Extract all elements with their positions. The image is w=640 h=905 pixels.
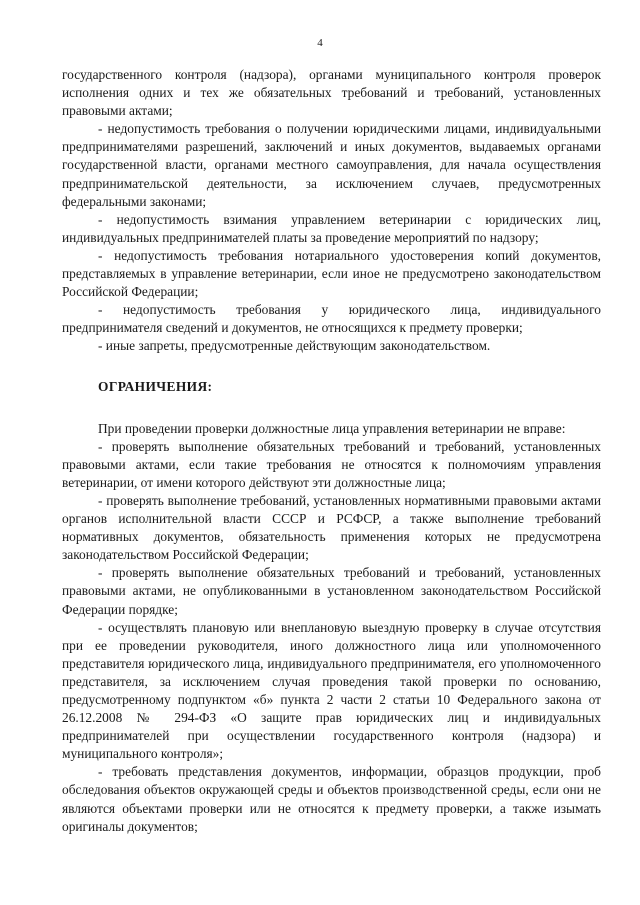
section-heading: ОГРАНИЧЕНИЯ: (98, 378, 213, 394)
paragraph-restrictions-intro: При проведении проверки должностные лица управления ветеринарии не вправе: (98, 420, 566, 436)
paragraph-restriction-samples: - требовать представления документов, информации, образцов продукции, проб обследования объектов окружающей среды и объектов производственной среды, если они не являются объектами проверки или не относятся к предмету проверки, а также изымать оригиналы документов; (62, 764, 601, 834)
paragraph-restriction-ussr-acts: - проверять выполнение требований, установленных нормативными правовыми актами органов исполнительной власти СССР и РСФСР, а также выполнение требований нормативных документов, обязательность применения которых не предусмотрена законодательством Российской Федерации; (62, 492, 601, 563)
document-body (62, 66, 601, 836)
paragraph-continuation: государственного контроля (надзора), органами муниципального контроля проверок исполнения одних и тех же обязательных требований и требований, установленных правовыми актами; (62, 67, 601, 119)
page-number: 4 (317, 37, 323, 49)
paragraph-prohibition-permits: - недопустимость требования о получении юридическими лицами, индивидуальными предпринимателями разрешений, заключений и иных документов, выдаваемых органами государственной власти, органами местного самоуправления, для начала осуществления предпринимательской деятельности, за исключением случаев, предусмотренных федеральными законами; (62, 121, 601, 209)
paragraph-prohibition-notary: - недопустимость требования нотариального удостоверения копий документов, представляемых в управление ветеринарии, если иное не предусмотрено законодательством Российской Федерации; (62, 247, 601, 300)
paragraph-prohibition-fees: - недопустимость взимания управлением ветеринарии с юридических лиц, индивидуальных предпринимателей платы за проведение мероприятий по надзору; (62, 211, 601, 245)
paragraph-restriction-authority: - проверять выполнение обязательных требований и требований, установленных правовыми актами, если такие требования не относятся к полномочиям управления ветеринарии, от имени которого действуют эти должностные лица; (62, 438, 601, 490)
paragraph-prohibition-other: - иные запреты, предусмотренные действующим законодательством. (98, 338, 491, 354)
paragraph-restriction-unpublished: - проверять выполнение обязательных требований и требований, установленных правовыми актами, не опубликованными в установленном законодательством Российской Федерации порядке; (62, 565, 601, 617)
paragraph-restriction-absence: - осуществлять плановую или внеплановую выездную проверку в случае отсутствия при ее проведении руководителя, иного должностного лица или уполномоченного представителя юридического лица, индивидуального предпринимателя, его уполномоченного представителя, за исключением случая проведения такой проверки по основанию, предусмотренному подпунктом «б» пункта 2 части 2 статьи 10 Федерального закона от 26.12.2008 № 294-ФЗ «О защите прав юридических лиц и индивидуальных предпринимателей при осуществлении государственного контроля (надзора) и муниципального контроля»; (62, 619, 601, 762)
paragraph-prohibition-documents: - недопустимость требования у юридического лица, индивидуального предпринимателя сведений и документов, не относящихся к предмету проверки; (62, 302, 601, 336)
